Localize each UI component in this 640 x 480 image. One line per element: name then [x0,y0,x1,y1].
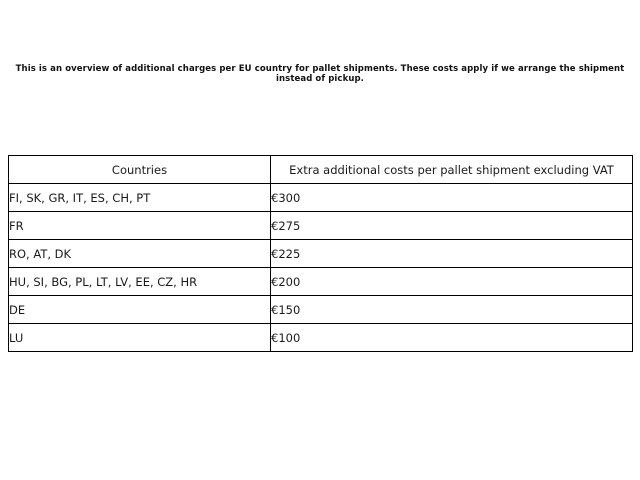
cost-cell: €200 [271,268,633,296]
table-row [9,296,633,324]
countries-cell: FI, SK, GR, IT, ES, CH, PT [9,184,271,212]
cost-cell: €150 [271,296,633,324]
countries-cell: DE [9,296,271,324]
countries-cell: RO, AT, DK [9,240,271,268]
charges-table [8,155,633,352]
intro-text: This is an overview of additional charges per EU country for pallet shipments. These costs apply if we arrange the shipment instead of pickup. [15,64,625,84]
table-row [9,324,633,352]
countries-column-header: Countries [9,156,271,184]
costs-column-header: Extra additional costs per pallet shipment excluding VAT [271,156,633,184]
table-row [9,212,633,240]
countries-cell: LU [9,324,271,352]
cost-cell: €275 [271,212,633,240]
table-row [9,184,633,212]
cost-cell: €100 [271,324,633,352]
table-row [9,268,633,296]
table-header-row [9,156,633,184]
table-row [9,240,633,268]
countries-cell: FR [9,212,271,240]
cost-cell: €225 [271,240,633,268]
countries-cell: HU, SI, BG, PL, LT, LV, EE, CZ, HR [9,268,271,296]
cost-cell: €300 [271,184,633,212]
